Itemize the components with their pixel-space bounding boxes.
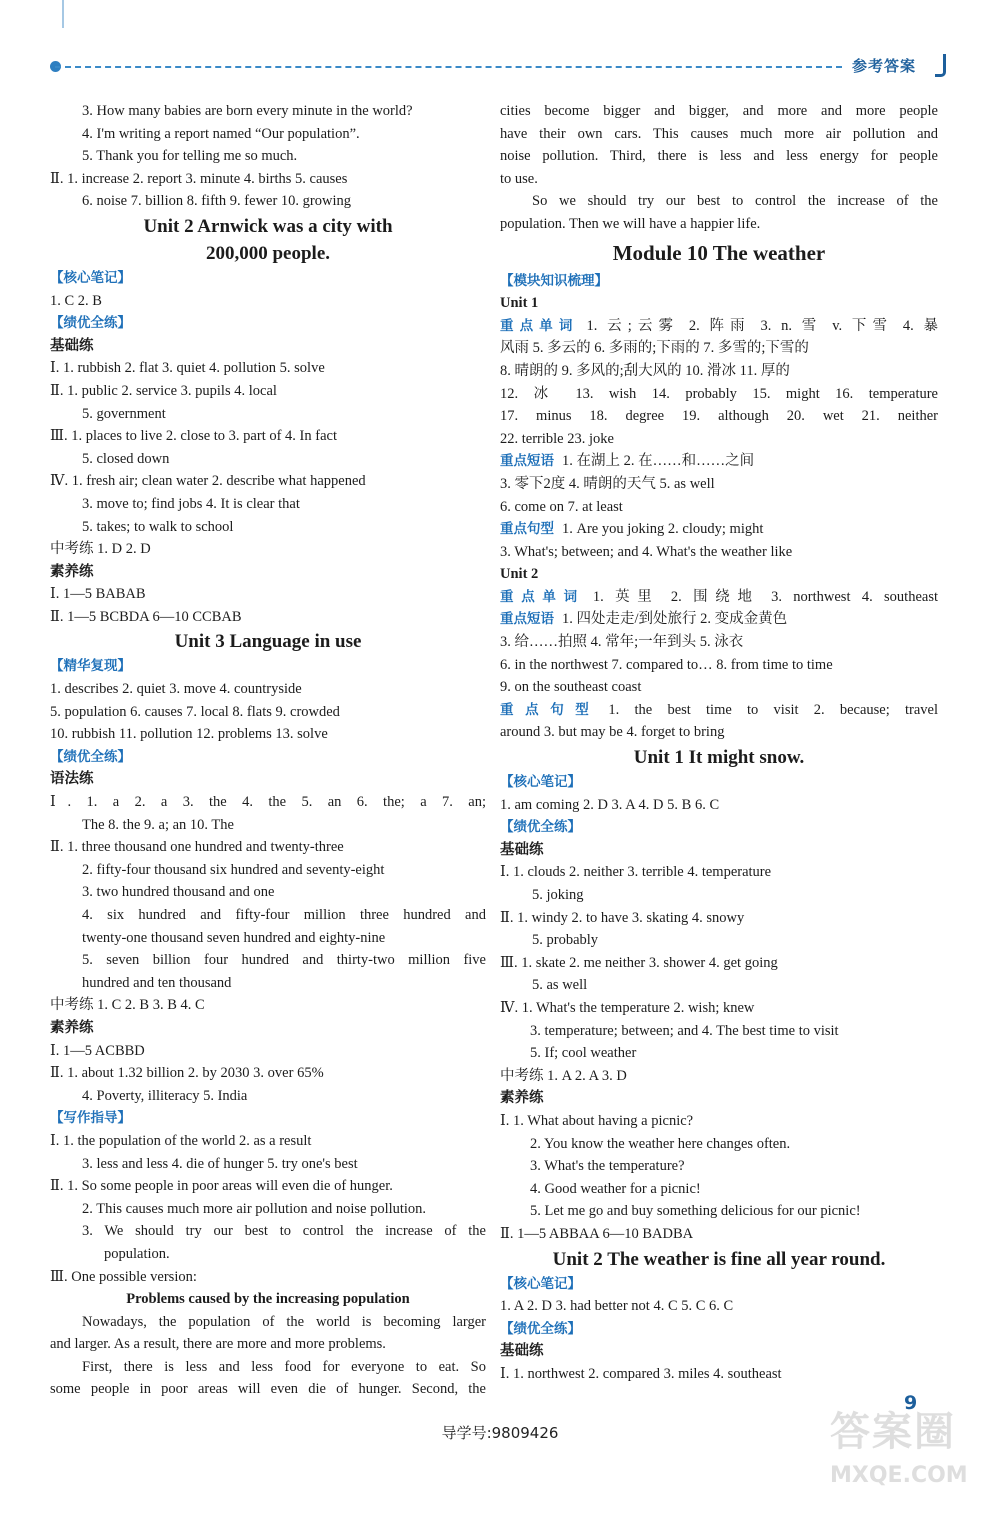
answer-line-text: Ⅰ. 1. the population of the world 2. as a result — [50, 1132, 312, 1149]
answer-line — [50, 768, 486, 791]
answer-line-text: Ⅱ. 1. increase 2. report 3. minute 4. births 5. causes — [50, 170, 348, 187]
answer-line-text: 1. A 2. D 3. had better not 4. C 5. C 6. C — [500, 1298, 734, 1315]
answer-line-text: 素养练 — [500, 1090, 544, 1107]
answer-line — [50, 312, 486, 335]
answer-line-text: Ⅲ. One possible version: — [50, 1268, 197, 1285]
answer-line-text: around 3. but may be 4. forget to bring — [500, 724, 725, 741]
answer-line-text: Ⅰ. 1. northwest 2. compared 3. miles 4. southeast — [500, 1365, 782, 1382]
answer-keyword-label: 重点短语 — [500, 453, 554, 470]
answer-line — [500, 1178, 938, 1201]
answer-line — [50, 516, 486, 539]
answer-line-text: 基础练 — [500, 841, 544, 858]
answer-line — [50, 1017, 486, 1040]
answer-line-text: 5. Thank you for telling me so much. — [82, 148, 298, 165]
answer-line-text: 语法练 — [50, 771, 94, 788]
answer-line — [50, 1266, 486, 1289]
answer-line — [50, 949, 486, 972]
answer-line-text: Ⅱ. 1. public 2. service 3. pupils 4. local — [50, 382, 277, 399]
guide-number: 导学号:9809426 — [441, 1424, 559, 1442]
answer-line-text: 5. probably — [532, 932, 599, 949]
answer-line — [500, 654, 938, 677]
answer-line-text: 素养练 — [50, 1019, 94, 1036]
answer-line-text: cities become bigger and bigger, and more and more people — [500, 103, 938, 119]
answer-line-text: Ⅰ. 1—5 ACBBD — [50, 1042, 145, 1059]
answer-line-text: noise pollution. Third, there is less and less energy for people — [500, 148, 938, 165]
page-number: 9 — [904, 1392, 918, 1414]
answer-line-text: So we should try our best to control the increase of the — [532, 193, 938, 210]
answer-line — [500, 816, 938, 839]
answer-line — [500, 518, 938, 541]
answer-line — [50, 972, 486, 995]
answer-line — [50, 791, 486, 814]
answer-line — [50, 190, 486, 213]
answer-line-text: 【核心笔记】 — [50, 269, 131, 286]
answer-line-text: 风雨 5. 多云的 6. 多雨的;下雨的 7. 多雪的;下雪的 — [500, 340, 809, 357]
answer-line-text: 1. 四处走走/到处旅行 2. 变成金黄色 — [562, 611, 788, 628]
answer-line-text: 12. 冰 13. wish 14. probably 15. might 16. temperature — [500, 385, 938, 402]
answer-line — [50, 1107, 486, 1130]
answer-line-text: population. Then we will have a happier life. — [500, 215, 761, 232]
answer-line-text: Unit 1 It might snow. — [633, 747, 805, 769]
answer-line — [50, 1378, 486, 1401]
answer-line-text: 基础练 — [50, 337, 94, 354]
answer-line-text: Ⅲ. 1. places to live 2. close to 3. part of 4. In fact — [50, 428, 337, 445]
answer-line-text: 5. as well — [532, 977, 588, 994]
answer-line — [50, 655, 486, 678]
answer-line-text: 5. government — [82, 405, 166, 422]
answer-line-text: 【核心笔记】 — [500, 1275, 581, 1292]
answer-line — [500, 861, 938, 884]
answer-line — [500, 270, 938, 293]
answer-line-text: 2. You know the weather here changes often. — [530, 1135, 791, 1152]
header-label: 参考答案 — [852, 57, 917, 75]
answer-line — [50, 606, 486, 629]
answer-line — [500, 699, 938, 722]
answer-line-text: Ⅱ. 1—5 BCBDA 6—10 CCBAB — [50, 608, 242, 625]
answer-line-text: 1. 云;云雾 2. 阵雨 3. n. 雪 v. 下雪 4. 暴 — [586, 317, 938, 334]
answer-line-text: 3. move to; find jobs 4. It is clear that — [82, 495, 300, 512]
answer-line — [50, 100, 486, 123]
answer-line-text: First, there is less and less food for everyone to eat. So — [82, 1358, 486, 1375]
answer-line-text: 中考练 1. D 2. D — [50, 541, 151, 558]
answer-line — [50, 1243, 486, 1266]
answer-line — [50, 335, 486, 358]
answer-line-text: 【核心笔记】 — [500, 774, 581, 791]
answer-line-text: Unit 2 Arnwick was a city with — [143, 215, 393, 237]
answer-line-text: Unit 1 — [500, 295, 539, 312]
answer-line-text: Module 10 The weather — [612, 240, 826, 265]
answer-line-text: Ⅰ. 1. a 2. a 3. the 4. the 5. an 6. the; a 7. an; — [50, 794, 486, 811]
answer-line-text: Ⅰ. 1—5 BABAB — [50, 586, 146, 603]
answer-line — [500, 100, 938, 123]
answer-line — [500, 929, 938, 952]
answer-line-text: Ⅱ. 1—5 ABBAA 6—10 BADBA — [500, 1225, 694, 1242]
answer-line — [50, 1311, 486, 1334]
answer-line — [500, 383, 938, 406]
answer-line-text: 200,000 people. — [205, 242, 331, 264]
answer-line-text: 3. two hundred thousand and one — [82, 884, 275, 901]
answer-line — [50, 470, 486, 493]
answer-line — [50, 881, 486, 904]
answer-line — [50, 836, 486, 859]
answer-line — [50, 859, 486, 882]
answer-line-text: The 8. the 9. a; an 10. The — [82, 816, 234, 833]
answer-line — [500, 1363, 938, 1386]
answer-line — [500, 839, 938, 862]
answer-line-text: Problems caused by the increasing population — [126, 1291, 410, 1308]
answer-line — [500, 473, 938, 496]
answer-line — [500, 1223, 938, 1246]
answer-line — [50, 1085, 486, 1108]
answer-line-text: twenty-one thousand seven hundred and eighty-nine — [82, 929, 386, 946]
answer-line — [500, 1042, 938, 1065]
answer-line-text: 5. Let me go and buy something delicious for our picnic! — [530, 1203, 861, 1220]
answer-line — [500, 1110, 938, 1133]
answer-line — [500, 405, 938, 428]
answer-line-text: 10. rubbish 11. pollution 12. problems 13. solve — [50, 726, 328, 743]
answer-line — [50, 1062, 486, 1085]
answer-line-text: 1. C 2. B — [50, 292, 102, 309]
answer-line-text: 5. closed down — [82, 450, 170, 467]
answer-line-text: hundred and ten thousand — [82, 974, 232, 991]
answer-line — [50, 561, 486, 584]
answer-line — [50, 1220, 486, 1243]
answer-keyword-label: 重点句型 — [500, 701, 601, 718]
answer-line-text: 2. This causes much more air pollution and noise pollution. — [82, 1200, 427, 1217]
answer-line — [50, 1040, 486, 1063]
answer-line-text: 3. We should try our best to control the increase of the — [82, 1223, 486, 1240]
answer-line — [500, 1273, 938, 1296]
page-header — [0, 0, 1000, 100]
answer-line — [50, 357, 486, 380]
answer-line-text: 基础练 — [500, 1343, 544, 1360]
answer-line — [500, 1340, 938, 1363]
answer-line — [500, 360, 938, 383]
answer-line-text: to use. — [500, 170, 538, 187]
answer-line-text: Nowadays, the population of the world is becoming larger — [82, 1313, 486, 1330]
answer-line-text: 5. If; cool weather — [530, 1045, 637, 1062]
answer-keyword-label: 重点单词 — [500, 588, 585, 605]
answer-line — [50, 746, 486, 769]
answer-line — [500, 631, 938, 654]
answer-line-text: 【绩优全练】 — [50, 748, 131, 765]
header-bracket-icon — [935, 54, 946, 77]
answer-line — [500, 997, 938, 1020]
answer-line — [50, 1288, 486, 1311]
answer-line-text: 4. Good weather for a picnic! — [530, 1180, 701, 1197]
answer-line-text: 17. minus 18. degree 19. although 20. wet 21. neither — [500, 408, 938, 425]
answer-line-text: Ⅰ. 1. clouds 2. neither 3. terrible 4. temperature — [500, 864, 772, 881]
answer-line — [50, 628, 486, 655]
answer-line — [500, 721, 938, 744]
answer-line — [50, 493, 486, 516]
answer-line — [500, 450, 938, 473]
answer-line-text: Ⅱ. 1. windy 2. to have 3. skating 4. snowy — [500, 909, 745, 926]
answer-line-text: 【模块知识梳理】 — [500, 272, 608, 289]
answer-line-text: 3. What's the temperature? — [530, 1158, 685, 1175]
answer-line — [50, 538, 486, 561]
answer-line-text: 5. takes; to walk to school — [82, 518, 234, 535]
answer-line-text: 5. joking — [532, 887, 584, 903]
answer-line-text: have their own cars. This causes much more air pollution and — [500, 125, 938, 142]
answer-line-text: 1. 英里 2. 围绕地 3. northwest 4. southeast — [592, 588, 938, 605]
answer-line-text: 6. in the northwest 7. compared to… 8. from time to time — [500, 656, 833, 673]
answer-line — [50, 583, 486, 606]
answer-line-text: some people in poor areas will even die of hunger. Second, the — [50, 1381, 486, 1398]
answer-line — [50, 123, 486, 146]
answer-line — [50, 240, 486, 267]
answer-line — [500, 1295, 938, 1318]
answer-line — [50, 927, 486, 950]
answer-line — [50, 1153, 486, 1176]
answer-line-text: 【写作指导】 — [50, 1110, 131, 1127]
answer-line — [500, 168, 938, 191]
answer-line — [500, 884, 938, 907]
answer-line-text: 3. temperature; between; and 4. The best time to visit — [530, 1022, 839, 1039]
answer-line — [50, 267, 486, 290]
answer-line-text: 1. describes 2. quiet 3. move 4. countryside — [50, 681, 302, 698]
answer-line-text: 9. on the southeast coast — [500, 679, 642, 696]
answer-line — [500, 190, 938, 213]
answer-column-left — [50, 100, 486, 1401]
answer-line — [500, 676, 938, 699]
answer-line-text: 【绩优全练】 — [50, 315, 131, 332]
answer-line — [500, 771, 938, 794]
header-tick-mark — [62, 0, 64, 28]
answer-line — [500, 541, 938, 564]
answer-line — [500, 608, 938, 631]
answer-line-text: 2. fifty-four thousand six hundred and seventy-eight — [82, 861, 385, 878]
answer-line — [500, 1246, 938, 1273]
answer-line — [500, 907, 938, 930]
answer-line — [50, 1198, 486, 1221]
answer-line-text: 3. 零下2度 4. 晴朗的天气 5. as well — [500, 475, 715, 492]
answer-line — [500, 794, 938, 817]
answer-line — [50, 994, 486, 1017]
answer-line-text: 4. I'm writing a report named “Our population”. — [82, 125, 360, 142]
answer-line-text: Ⅱ. 1. about 1.32 billion 2. by 2030 3. over 65% — [50, 1065, 324, 1082]
answer-line — [500, 236, 938, 270]
watermark-logo — [830, 1400, 995, 1518]
answer-line — [50, 213, 486, 240]
answer-line-text: 5. seven billion four hundred and thirty-two million five — [82, 952, 486, 969]
answer-line — [500, 1155, 938, 1178]
header-dashed-rule — [55, 66, 842, 68]
answer-line-text: and larger. As a result, there are more and more problems. — [50, 1336, 386, 1353]
answer-line — [500, 586, 938, 609]
answer-line-text: 22. terrible 23. joke — [500, 430, 614, 447]
answer-line-text: 中考练 1. C 2. B 3. B 4. C — [50, 997, 205, 1014]
answer-line — [500, 292, 938, 315]
answer-line — [50, 1333, 486, 1356]
answer-line — [500, 1133, 938, 1156]
answer-line-text: 4. six hundred and fifty-four million three hundred and — [82, 907, 486, 923]
answer-line-text: 1. the best time to visit 2. because; travel — [608, 701, 938, 718]
answer-line-text: Ⅱ. 1. three thousand one hundred and twenty-three — [50, 839, 344, 856]
answer-line-text: Ⅳ. 1. fresh air; clean water 2. describe what happened — [50, 473, 366, 490]
answer-line — [50, 1175, 486, 1198]
answer-column-right — [500, 100, 938, 1385]
answer-line-text: 6. come on 7. at least — [500, 498, 623, 515]
answer-line-text: Unit 2 — [500, 566, 539, 583]
answer-line — [500, 496, 938, 519]
answer-line — [500, 428, 938, 451]
answer-line — [50, 448, 486, 471]
answer-line — [500, 213, 938, 236]
answer-line — [500, 974, 938, 997]
answer-line-text: Ⅰ. 1. What about having a picnic? — [500, 1112, 694, 1129]
answer-line — [50, 678, 486, 701]
answer-line — [500, 952, 938, 975]
answer-line — [500, 1065, 938, 1088]
answer-line — [500, 1200, 938, 1223]
answer-line-text: Unit 2 The weather is fine all year round. — [552, 1248, 886, 1270]
answer-line — [50, 145, 486, 168]
answer-line-text: 【精华复现】 — [50, 658, 131, 675]
answer-line — [50, 290, 486, 313]
answer-line-text: 中考练 1. A 2. A 3. D — [500, 1067, 627, 1084]
answer-line-text: Ⅱ. 1. So some people in poor areas will even die of hunger. — [50, 1178, 393, 1195]
answer-line — [50, 1356, 486, 1379]
answer-line-text: 【绩优全练】 — [500, 819, 581, 836]
answer-keyword-label: 重点句型 — [500, 521, 554, 538]
answer-line — [500, 123, 938, 146]
answer-line — [50, 701, 486, 724]
watermark-logo-text: 答案圈 — [830, 1409, 956, 1455]
answer-line-text: 3. How many babies are born every minute in the world? — [82, 103, 413, 119]
answer-line-text: 3. What's; between; and 4. What's the weather like — [500, 543, 793, 560]
answer-line — [500, 1087, 938, 1110]
answer-line-text: 6. noise 7. billion 8. fifth 9. fewer 10. growing — [82, 193, 352, 210]
answer-line — [500, 315, 938, 338]
answer-line — [50, 723, 486, 746]
answer-line-text: 1. am coming 2. D 3. A 4. D 5. B 6. C — [500, 796, 720, 813]
answer-line — [50, 403, 486, 426]
answer-line — [500, 1318, 938, 1341]
answer-line — [50, 1130, 486, 1153]
answer-line-text: 素养练 — [50, 563, 94, 580]
answer-line — [500, 145, 938, 168]
answer-line — [50, 425, 486, 448]
answer-keyword-label: 重点短语 — [500, 611, 554, 628]
answer-line-text: 1. Are you joking 2. cloudy; might — [562, 521, 764, 538]
answer-line-text: Ⅰ. 1. rubbish 2. flat 3. quiet 4. pollution 5. solve — [50, 360, 325, 377]
answer-line-text: Ⅳ. 1. What's the temperature 2. wish; knew — [500, 999, 755, 1016]
answer-line — [500, 744, 938, 771]
answer-line — [50, 380, 486, 403]
watermark-url: MXQE.COM — [830, 1463, 968, 1488]
answer-line-text: 4. Poverty, illiteracy 5. India — [82, 1087, 248, 1104]
answer-line-text: Ⅲ. 1. skate 2. me neither 3. shower 4. get going — [500, 954, 778, 971]
answer-line-text: 【绩优全练】 — [500, 1320, 581, 1337]
answer-line-text: 1. 在湖上 2. 在……和……之间 — [562, 453, 755, 470]
answer-line-text: 5. population 6. causes 7. local 8. flats 9. crowded — [50, 703, 340, 720]
answer-line — [50, 168, 486, 191]
answer-line — [500, 1020, 938, 1043]
answer-line-text: Unit 3 Language in use — [174, 631, 362, 653]
answer-line — [50, 814, 486, 837]
answer-line — [50, 904, 486, 927]
answer-line — [500, 337, 938, 360]
answer-line-text: 3. 给……拍照 4. 常年;一年到头 5. 泳衣 — [500, 634, 744, 651]
answer-line-text: 8. 晴朗的 9. 多风的;刮大风的 10. 滑冰 11. 厚的 — [500, 362, 790, 379]
answer-line-text: population. — [104, 1245, 170, 1262]
answer-line — [500, 563, 938, 586]
answer-keyword-label: 重点单词 — [500, 317, 579, 334]
answer-line-text: 3. less and less 4. die of hunger 5. try one's best — [82, 1155, 358, 1172]
